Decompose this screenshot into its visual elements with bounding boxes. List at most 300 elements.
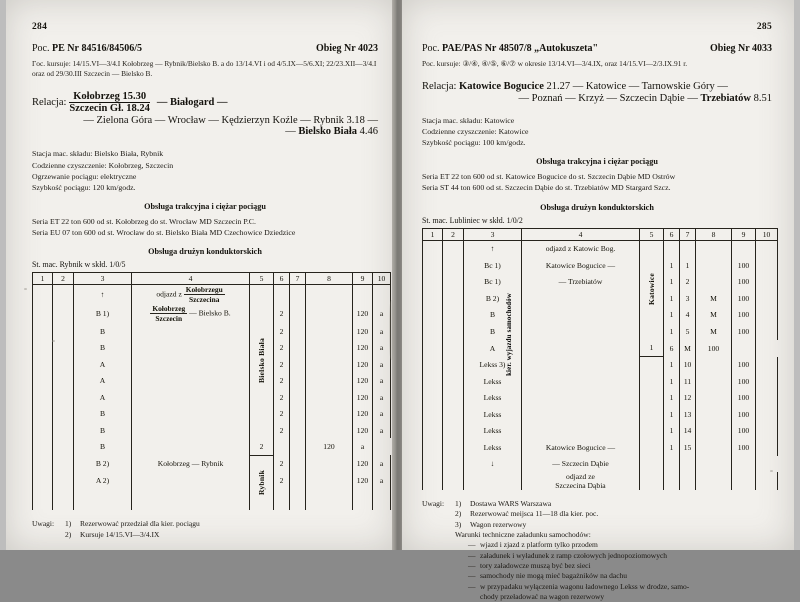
relacja-destination: Bielsko Biała [298, 126, 357, 138]
serie-line: Seria EU 07 ton 600 od st. Wrocław do st. Bielsko Biała MD Czechowice Dziedzice [32, 227, 296, 237]
page-left [6, 0, 396, 550]
cell-c2 [53, 339, 74, 356]
cell-c3-car: A [74, 389, 132, 406]
cell-c3-car: Lekss 3) [464, 357, 522, 374]
relacja-block-left [32, 91, 378, 137]
cell-c1 [423, 290, 443, 307]
cell-c1 [33, 405, 53, 422]
train-identifier-right [422, 43, 598, 54]
cell-c9 [353, 284, 373, 304]
route-fraction [150, 304, 187, 323]
cell-c2 [53, 323, 74, 340]
cell-c10: a [373, 304, 391, 323]
table-row-odjazd [423, 472, 778, 490]
cell-c4-odjazd-szcz [522, 472, 640, 490]
col-header: 2 [53, 272, 74, 284]
cell-c8 [306, 389, 353, 406]
direction-arrow-up-icon: ↑ [74, 284, 132, 304]
serie-list-right [422, 171, 772, 193]
col-header: 4 [132, 272, 250, 284]
table-row [33, 455, 391, 472]
cell-c8 [306, 323, 353, 340]
cell-c1 [33, 422, 53, 439]
cell-c7 [274, 438, 290, 455]
col-header: 10 [756, 228, 778, 240]
cell-c3-car: B [74, 323, 132, 340]
cell-c1 [423, 240, 443, 257]
odjazd-label: odjazd z [156, 289, 182, 299]
uwagi-text: Rezerwować przedział dla kier. pociągu [80, 519, 200, 529]
cell-c7: 5 [680, 323, 696, 340]
cell-c2 [443, 307, 464, 324]
cell-c7 [290, 488, 306, 510]
uwagi-number: 1) [65, 519, 72, 529]
cell-c2 [443, 456, 464, 473]
station-vertical-rybnik: Rybnik [257, 469, 266, 495]
cell-c2 [443, 390, 464, 407]
relacja-line2-pre: — Poznań — Krzyż — Szczecin Dąbie — [518, 93, 701, 105]
relacja-fraction [69, 91, 149, 114]
cell-c10: a [373, 356, 391, 373]
train-number: 48507/8 [498, 43, 532, 54]
odjazd-szcz-line2: Szczecina Dąbia [555, 481, 606, 491]
meta-line: Szybkość pociągu: 120 km/godz. [32, 182, 136, 192]
cell-c9: 120 [353, 389, 373, 406]
cell-c1 [423, 423, 443, 440]
relacja-label-left: Relacja: [32, 97, 67, 109]
col-header: 2 [443, 228, 464, 240]
cell-c6 [274, 284, 290, 304]
cell-c1 [423, 456, 443, 473]
table-header-row [33, 272, 391, 284]
uwagi-number: 2) [455, 509, 462, 519]
cell-c7: 14 [680, 423, 696, 440]
cell-c3-car: A [74, 372, 132, 389]
cell-c1 [33, 372, 53, 389]
cell-c4-kolobrzeg-rybnik: Kołobrzeg — Rybnik [132, 455, 250, 472]
col-header: 8 [696, 228, 732, 240]
cell-c2 [443, 240, 464, 257]
relacja-label-right: Relacja: [422, 81, 457, 93]
uwagi-text: Wagon rezerwowy [470, 519, 527, 529]
cell-c5-katowice [640, 240, 664, 340]
cell-c9: 100 [732, 406, 756, 423]
relacja-origin-bottom: Szczecin Gł. 18.24 [69, 103, 150, 115]
cell-c10 [756, 390, 778, 407]
warunki-item [468, 561, 772, 571]
cell-c6: 1 [664, 423, 680, 440]
cell-c3-car: B [74, 405, 132, 422]
meta-line: Stacja mac. składu: Katowice [422, 116, 515, 126]
table-row [33, 323, 391, 340]
cell-c7 [290, 284, 306, 304]
cell-c6: 1 [664, 373, 680, 390]
scan-speck [52, 340, 55, 342]
cell-c7 [290, 304, 306, 323]
cell-c10 [756, 240, 778, 257]
cell-c8: M [696, 323, 732, 340]
warunki-text: wjazd i zjazd z platform tylko przodem [480, 540, 598, 550]
uwagi-label: Uwagi: [32, 519, 55, 529]
cell-c10 [756, 406, 778, 423]
relacja-line1 [422, 81, 772, 92]
col-header: 1 [33, 272, 53, 284]
cell-c7: 2 [680, 274, 696, 291]
cell-c7 [290, 472, 306, 489]
cell-c6: 1 [664, 406, 680, 423]
cell-c10: a [373, 389, 391, 406]
cell-c2 [443, 357, 464, 374]
cell-c2 [53, 472, 74, 489]
dash-glyph: — [468, 581, 476, 591]
uwagi-item [422, 520, 772, 530]
meta-line: Ogrzewanie pociągu: elektryczne [32, 171, 137, 181]
cell-c6: 1 [664, 357, 680, 374]
route-bottom: Szczecin [155, 313, 183, 323]
train-number: 84516/84506/5 [81, 43, 143, 54]
uwagi-item [422, 509, 772, 519]
cell-c4-blank [132, 323, 250, 456]
cell-c2 [443, 290, 464, 307]
nr-label: Nr [67, 43, 79, 54]
cell-c7 [680, 472, 696, 490]
cell-c2 [53, 405, 74, 422]
cell-c3-car: B 1) [74, 304, 132, 323]
col-header: 6 [664, 228, 680, 240]
cell-c10: a [373, 422, 391, 439]
cell-c6: 2 [250, 438, 274, 455]
uwagi-label: Uwagi: [422, 499, 445, 509]
cell-c6: 2 [274, 304, 290, 323]
cell-c10 [756, 373, 778, 390]
cell-c3-car: B [464, 307, 522, 324]
cell-c10: a [373, 455, 391, 472]
relacja-arrival-time: 8.51 [751, 93, 772, 105]
cell-c6: 2 [274, 472, 290, 489]
cell-c9: 120 [353, 472, 373, 489]
poc-label: Poc. [422, 43, 440, 54]
cell-c3-car: Bc 1) [464, 274, 522, 291]
cell-c6: 2 [274, 372, 290, 389]
serie-line: Seria ST 44 ton 600 od st. Szczecin Dąbie do st. Trzebiatów MD Stargard Szcz. [422, 183, 671, 193]
meta-line: Szybkość pociągu: 100 km/godz. [422, 138, 526, 148]
cell-c7 [290, 389, 306, 406]
cell-c1 [33, 488, 53, 510]
cell-c7 [290, 422, 306, 439]
page-right [402, 0, 794, 602]
relacja-line3-pre: — [285, 126, 299, 138]
meta-list-right [422, 115, 772, 148]
cell-c1 [423, 472, 443, 490]
cell-c7: 13 [680, 406, 696, 423]
odjazd-from-top: Kołobrzegu [185, 284, 223, 294]
consist-table-left [32, 272, 391, 511]
consist-table-right [422, 228, 778, 491]
heading-trakcja-right: Obsługa trakcyjna i ciężar pociągu [536, 157, 658, 167]
uwagi-spacer [422, 520, 455, 530]
cell-c4-blank [132, 472, 250, 511]
cell-c8 [696, 257, 732, 274]
cell-c2 [53, 284, 74, 304]
table-row [423, 274, 778, 291]
uwagi-item [32, 530, 378, 540]
cell-c1 [423, 323, 443, 340]
cell-c10: a [373, 372, 391, 389]
relacja-line2: — Zielona Góra — Wrocław — Kędzierzyn Koźle — Rybnik 3.18 — [83, 115, 378, 127]
cell-c8 [696, 423, 732, 440]
cell-c4-odjazd-katowic: odjazd z Katowic Bog. [522, 240, 640, 257]
obieg-left: Obieg Nr 4023 [315, 43, 378, 54]
relacja-arrival-time: 4.46 [357, 126, 378, 138]
page-number-right: 285 [756, 22, 772, 32]
cell-c10 [756, 257, 778, 274]
warunki-title: Warunki techniczne załadunku samochodów: [455, 530, 591, 540]
cell-c8 [696, 274, 732, 291]
kursuje-note-right: Poc. kursuje: ③/④, ④/⑤, ⑥/⑦ w okresie 13/14.VI—3/4.IX, oraz 14/15.VI—2/3.IX.91 r. [422, 59, 688, 68]
cell-c9: 100 [732, 274, 756, 291]
cell-c2 [443, 439, 464, 456]
col-header: 5 [640, 228, 664, 240]
warunki-item [468, 540, 772, 550]
cell-c2 [443, 472, 464, 490]
train-identifier-left [32, 43, 142, 54]
cell-c8 [306, 472, 353, 489]
cell-c9: 120 [353, 304, 373, 323]
cell-c1 [423, 373, 443, 390]
cell-c2 [443, 423, 464, 440]
warunki-text: tory załadowcze muszą być bez sieci [480, 561, 591, 571]
uwagi-left [32, 519, 378, 540]
cell-c8 [696, 240, 732, 257]
col-header: 1 [423, 228, 443, 240]
cell-c8 [306, 284, 353, 304]
relacja-origin: Katowice Bogucice [459, 81, 544, 93]
cell-c6 [274, 488, 290, 510]
col-header: 4 [522, 228, 640, 240]
cell-c10: a [353, 438, 373, 455]
col-header: 8 [306, 272, 353, 284]
route-dest: — Bielsko B. [189, 308, 231, 318]
cell-c1 [423, 357, 443, 374]
table-row [423, 290, 778, 307]
cell-c6: 2 [274, 323, 290, 340]
cell-c8 [306, 372, 353, 389]
cell-c2 [53, 438, 74, 455]
cell-c9 [732, 472, 756, 490]
relacja-line3 [32, 126, 378, 137]
cell-c4-odjazd [132, 284, 250, 323]
heading-trakcja-left: Obsługa trakcyjna i ciężar pociągu [144, 201, 266, 211]
stmac-right: St. mac. Lubliniec w skłd. 1/0/2 [422, 215, 523, 225]
cell-c6: 2 [274, 422, 290, 439]
cell-c9 [732, 240, 756, 257]
cell-c1 [33, 304, 53, 323]
cell-c7 [290, 356, 306, 373]
col-header: 6 [274, 272, 290, 284]
cell-c10: a [373, 323, 391, 340]
cell-c6: 2 [274, 455, 290, 472]
uwagi-right [422, 499, 772, 602]
meta-line: Codzienne czyszczenie: Kołobrzeg, Szczecin [32, 160, 174, 170]
cell-c7 [664, 456, 680, 473]
table-row-arrow [33, 284, 391, 304]
col-header: 7 [680, 228, 696, 240]
cell-c9: 100 [732, 373, 756, 390]
cell-c8: M [680, 340, 696, 357]
cell-c3-car: Lekss [464, 390, 522, 407]
cell-c10: a [373, 405, 391, 422]
warunki-text: w przypadaku wyłączenia wagonu ładownego Lekss w drodze, samo- [480, 581, 690, 591]
uwagi-spacer [422, 509, 455, 519]
uwagi-text: Kursuje 14/15.VI—3/4.IX [80, 529, 160, 539]
cell-c3-car: B [74, 422, 132, 439]
cell-c5-rybnik [250, 455, 274, 510]
cell-c10 [756, 323, 778, 340]
uwagi-text: Rezerwować meijsca 11—18 dla kier. poc. [470, 509, 599, 519]
cell-c9: 120 [353, 323, 373, 340]
cell-c9: 120 [306, 438, 353, 455]
cell-c6: 2 [274, 405, 290, 422]
cell-c7 [290, 405, 306, 422]
cell-c9: 100 [732, 290, 756, 307]
cell-c7 [290, 323, 306, 340]
heading-druzyny-right: Obsługa drużyn konduktorskich [540, 202, 654, 212]
kursuje-note-left: Гoc. kursuje: 14/15.VI—3/4.I Kołobrzeg — Rybnik/Bielsko B. a do 13/14.VI i od 4/5.IX—5/6.XI; 22/23.XII—3/4.I oraz od 29/30.III Szczecin — Bielsko B. [32, 59, 377, 79]
cell-c9: 100 [732, 357, 756, 374]
cell-c9: 100 [732, 257, 756, 274]
cell-c10 [756, 357, 778, 374]
cell-c10 [756, 423, 778, 440]
warunki-item [468, 582, 772, 592]
cell-c7: 1 [680, 257, 696, 274]
cell-c8 [696, 406, 732, 423]
cell-c1 [423, 340, 443, 357]
relacja-line1-rest: 21.27 — Katowice — Tarnowskie Góry — [543, 81, 728, 93]
cell-c2 [53, 389, 74, 406]
cell-c6: 1 [664, 307, 680, 324]
cell-c9: 120 [353, 405, 373, 422]
cell-c4-route-szcz-2: — Szczecin Dąbie [522, 456, 640, 473]
cell-c1 [423, 390, 443, 407]
cell-c3-car: B [464, 323, 522, 340]
train-header-left [32, 43, 378, 54]
dash-glyph: — [468, 561, 476, 571]
serie-list-left [32, 216, 378, 238]
cell-c9: 100 [732, 390, 756, 407]
cell-c2 [53, 356, 74, 373]
uwagi-item [32, 519, 378, 529]
cell-c2 [443, 406, 464, 423]
cell-c3 [464, 472, 522, 490]
cell-c8 [306, 339, 353, 356]
cell-c9: 120 [353, 356, 373, 373]
cell-c9 [696, 456, 732, 473]
cell-c1 [33, 472, 53, 489]
relacja-via: — Białogard — [156, 97, 228, 109]
cell-c7 [680, 240, 696, 257]
cell-c8 [696, 439, 732, 456]
scan-edge-shadow [389, 300, 394, 360]
cell-c3-car: Lekss [464, 439, 522, 456]
cell-c9: 120 [353, 422, 373, 439]
station-vertical-bielsko: Bielsko Biała [257, 338, 266, 384]
kier-wyjazdu-label-wrap [503, 250, 515, 418]
cell-c8: M [696, 290, 732, 307]
uwagi-number: 1) [455, 499, 462, 509]
cell-c7 [290, 372, 306, 389]
cell-c5-bielsko [250, 284, 274, 438]
cell-c2 [443, 274, 464, 291]
cell-c10 [756, 290, 778, 307]
cell-c6 [664, 472, 680, 490]
cell-c8 [306, 488, 353, 510]
cell-c3-car: A [74, 356, 132, 373]
warunki-text: samochody nie mogą mieć bagażników na dachu [480, 571, 628, 581]
train-class: PE [52, 43, 65, 54]
cell-c9: 100 [732, 307, 756, 324]
cell-c3-car: Bc 1) [464, 257, 522, 274]
cell-c7 [290, 339, 306, 356]
cell-c1 [33, 323, 53, 340]
cell-c8: M [696, 307, 732, 324]
cell-c8 [306, 455, 353, 472]
cell-c10 [732, 456, 756, 473]
cell-c4-blank [522, 290, 640, 439]
table-row-arrow-down [423, 456, 778, 473]
col-header: 9 [353, 272, 373, 284]
cell-c7: 15 [680, 439, 696, 456]
uwagi-number: 3) [455, 519, 462, 529]
dash-glyph: — [468, 540, 476, 550]
cell-c3-car: B [74, 438, 132, 455]
col-header: 3 [464, 228, 522, 240]
table-header-row [423, 228, 778, 240]
cell-c1 [423, 307, 443, 324]
cell-c8 [696, 357, 732, 374]
cell-c2 [53, 422, 74, 439]
cell-c1 [33, 339, 53, 356]
cell-c2 [443, 340, 464, 357]
cell-c8 [680, 456, 696, 473]
cell-c1 [33, 356, 53, 373]
cell-c2 [53, 488, 74, 510]
cell-c7: 10 [680, 357, 696, 374]
cell-c3-car: Lekss [464, 423, 522, 440]
scan-speck [24, 288, 27, 290]
cell-c6: 1 [664, 257, 680, 274]
cell-c5 [640, 472, 664, 490]
route-top: Kołobrzeg [152, 303, 186, 313]
cell-c3-car: A 2) [74, 472, 132, 489]
cell-c6: 1 [640, 340, 664, 357]
cell-c2 [443, 373, 464, 390]
cell-c1 [33, 455, 53, 472]
cell-c8 [696, 390, 732, 407]
relacja-destination: Trzebiatów [700, 93, 751, 105]
cell-c9 [353, 488, 373, 510]
cell-c6: 1 [664, 274, 680, 291]
cell-c10: a [373, 339, 391, 356]
cell-c6: 1 [664, 290, 680, 307]
odjazd-from-bottom: Szczecina [189, 294, 220, 304]
meta-line: Codzienne czyszczenie: Katowice [422, 127, 529, 137]
cell-c6: 2 [274, 389, 290, 406]
table-row [33, 472, 391, 489]
cell-c7: 3 [680, 290, 696, 307]
cell-c10 [732, 340, 756, 357]
cell-c2 [53, 304, 74, 323]
cell-c10: a [373, 472, 391, 489]
